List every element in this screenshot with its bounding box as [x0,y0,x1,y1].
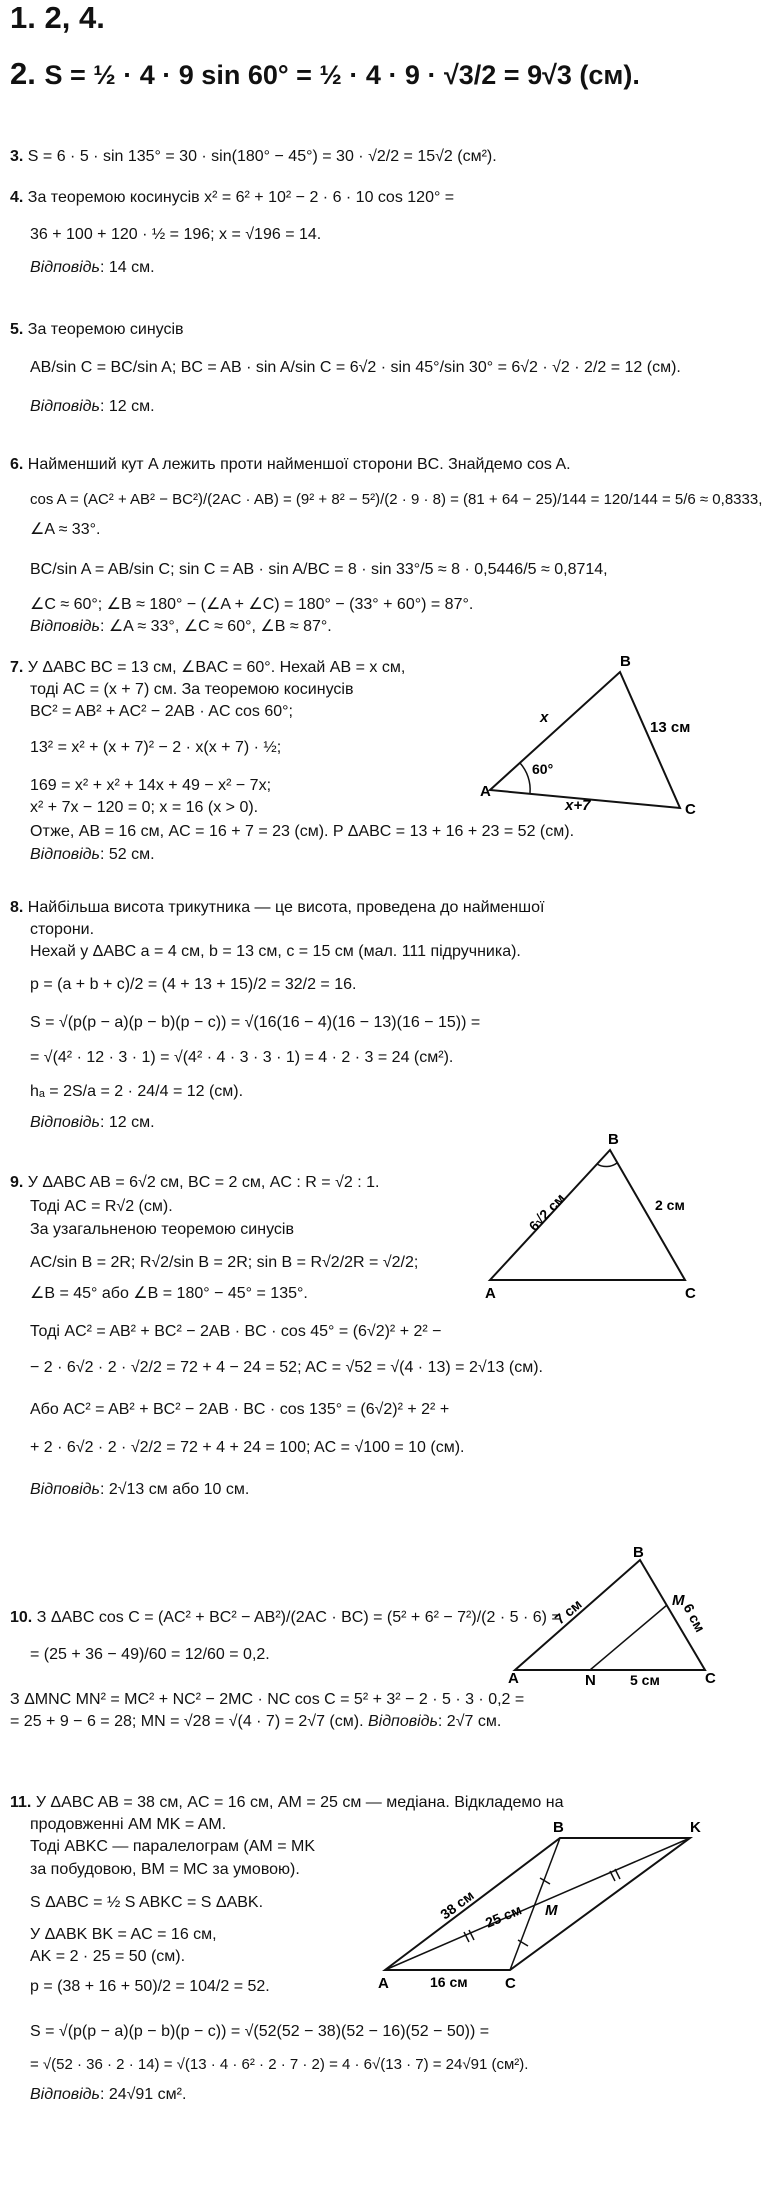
line: Отже, AB = 16 см, AC = 16 + 7 = 23 (см). P ΔABC = 13 + 16 + 23 = 52 (см). [30,823,575,840]
problem-1 [10,0,105,36]
line: продовженні AM MK = AM. [30,1816,227,1833]
line: AC/sin B = 2R; R√2/sin B = 2R; sin B = R√2/2R = √2/2; [30,1254,419,1271]
problem-number: 6. [10,456,24,473]
line: Найменший кут A лежить проти найменшої сторони BC. Знайдемо cos A. [27,456,571,473]
vertex-a: A [378,1975,389,1992]
answer-label: Відповідь [30,846,100,863]
segment-mn [590,1605,667,1670]
answer [30,2085,186,2105]
answer [30,845,155,865]
problem-number: 8. [10,899,24,916]
point-m: M [545,1902,558,1919]
answer-text: : ∠A ≈ 33°, ∠C ≈ 60°, ∠B ≈ 87°. [99,618,332,635]
line: Нехай у ΔABC a = 4 см, b = 13 см, c = 15 см (мал. 111 підручника). [30,943,521,960]
side-ab-label: x [540,709,549,726]
line: S = √(p(p − a)(p − b)(p − c)) = √(16(16 − 4)(16 − 13)(16 − 15)) = [30,1014,481,1031]
line: BC/sin A = AB/sin C; sin C = AB · sin A/BC = 8 · sin 33°/5 ≈ 8 · 0,5446/5 ≈ 0,8714, [30,561,608,578]
tick-mark [610,1871,615,1881]
answer-text: : 14 см. [99,259,155,276]
problem-2 [10,56,640,93]
line: Тоді AC² = AB² + BC² − 2AB · BC · cos 45° = (6√2)² + 2² − [30,1323,442,1340]
line: p = (38 + 16 + 50)/2 = 104/2 = 52. [30,1978,270,1995]
line: Тоді AC = R√2 (см). [30,1198,173,1215]
line: cos A = (AC² + AB² − BC²)/(2AC · AB) = (9² + 8² − 5²)/(2 · 9 · 8) = (81 + 64 − 25)/144 = 120/144 = 5/6 ≈ 0,8333, [30,491,763,508]
problem-number: 5. [10,321,24,338]
answer [30,1113,155,1133]
answer-label: Відповідь [30,398,100,415]
vertex-b: B [633,1545,644,1561]
point-n: N [585,1672,596,1685]
angle-label: 60° [532,761,554,777]
vertex-k: K [690,1820,701,1836]
answer-text: : 2√7 см. [437,1713,502,1730]
problem-number: 1. [10,0,36,35]
triangle-figure-9 [480,1130,720,1300]
vertex-c: C [685,1285,696,1300]
answer-text: : 12 см. [99,398,155,415]
answer [30,258,155,278]
triangle-figure-7 [480,650,720,820]
problem-3 [10,147,497,167]
triangle-figure-10 [505,1545,730,1685]
problem-text: S = 6 · 5 · sin 135° = 30 · sin(180° − 45°) = 30 · √2/2 = 15√2 (см²). [27,148,497,165]
line: = (25 + 36 − 49)/60 = 12/60 = 0,2. [30,1646,270,1663]
line: У ΔABK BK = AC = 16 см, [30,1926,217,1943]
line: 169 = x² + x² + 14x + 49 − x² − 7x; [30,777,272,794]
side-ab-label: 6√2 см [525,1190,569,1235]
side-bc-label: 13 см [650,719,691,736]
line: 13² = x² + (x + 7)² − 2 · x(x + 7) · ½; [30,739,282,756]
line: за побудовою, BM = MC за умовою). [30,1861,300,1878]
triangle-abc [490,672,680,808]
line: = 25 + 9 − 6 = 28; MN = √28 = √(4 · 7) = 2√7 (см). [10,1713,364,1730]
answer-text: : 24√91 см². [99,2086,187,2103]
angle-arc [597,1163,617,1167]
problem-number: 3. [10,148,24,165]
line: У ΔABC AB = 38 см, AC = 16 см, AM = 25 см — медіана. Відкладемо на [35,1794,564,1811]
triangle-abc [490,1150,685,1280]
vertex-c: C [685,801,696,818]
answer-label: Відповідь [367,1713,438,1730]
line: Найбільша висота трикутника — це висота, проведена до найменшої [27,899,545,916]
problem-number: 2. [10,56,36,91]
answer-text: : 12 см. [99,1114,155,1131]
answer-text: : 52 см. [99,846,155,863]
vertex-b: B [608,1131,619,1148]
line: ∠B = 45° або ∠B = 180° − 45° = 135°. [30,1285,308,1302]
side-ac-label: x+7 [565,797,591,814]
line: У ΔABC AB = 6√2 см, BC = 2 см, AC : R = √2 : 1. [27,1174,380,1191]
answer-label: Відповідь [30,1481,100,1498]
point-m: M [672,1592,685,1609]
line: BC² = AB² + AC² − 2AB · AC cos 60°; [30,703,293,720]
line: + 2 · 6√2 · 2 · √2/2 = 72 + 4 + 24 = 100; AC = √100 = 10 (см). [30,1439,465,1456]
line: hₐ = 2S/a = 2 · 24/4 = 12 (см). [30,1083,244,1100]
line: 36 + 100 + 120 · ½ = 196; x = √196 = 14. [30,226,322,243]
problem-number: 9. [10,1174,24,1191]
tick-mark [615,1869,620,1879]
line: За теоремою косинусів x² = 6² + 10² − 2 · 6 · 10 cos 120° = [27,189,455,206]
side-ac-label: 16 см [430,1974,468,1990]
vertex-c: C [505,1975,516,1992]
answer [30,397,155,417]
vertex-c: C [705,1670,716,1685]
side-bc-label: 6 см [680,1600,709,1635]
answer-label: Відповідь [30,2086,100,2103]
line: Або AC² = AB² + BC² − 2AB · BC · cos 135° = (6√2)² + 2² + [30,1401,450,1418]
side-bc-label: 2 см [655,1197,685,1213]
line: AB/sin C = BC/sin A; BC = AB · sin A/sin C = 6√2 · sin 45°/sin 30° = 6√2 · √2 · 2/2 = 12 (см). [30,359,681,376]
answer-label: Відповідь [30,618,100,635]
line: − 2 · 6√2 · 2 · √2/2 = 72 + 4 − 24 = 52; AC = √52 = √(4 · 13) = 2√13 (см). [30,1359,543,1376]
line: AK = 2 · 25 = 50 (см). [30,1948,186,1965]
line: p = (a + b + c)/2 = (4 + 13 + 15)/2 = 32/2 = 16. [30,976,357,993]
line: = √(52 · 36 · 2 · 14) = √(13 · 4 · 6² · 2 · 7 · 2) = 4 · 6√(13 · 7) = 24√91 (см²). [30,2056,529,2073]
line: x² + 7x − 120 = 0; x = 16 (x > 0). [30,799,259,816]
problem-number: 10. [10,1609,33,1626]
line: У ΔABC BC = 13 см, ∠BAC = 60°. Нехай AB = x см, [27,659,406,676]
line: = √(4² · 12 · 3 · 1) = √(4² · 4 · 3 · 3 · 1) = 4 · 2 · 3 = 24 (см²). [30,1049,454,1066]
answer-label: Відповідь [30,259,100,276]
answer [30,1480,249,1500]
problem-number: 4. [10,189,24,206]
line: ∠A ≈ 33°. [30,521,101,538]
angle-arc [520,763,530,793]
parallelogram-figure-11 [370,1820,710,1995]
vertex-b: B [553,1820,564,1836]
line: За теоремою синусів [27,321,184,338]
side-ab-label: 7 см [551,1595,585,1628]
problem-number: 7. [10,659,24,676]
line: тоді AC = (x + 7) см. За теоремою косинусів [30,681,354,698]
vertex-b: B [620,653,631,670]
problem-text: S = ½ · 4 · 9 sin 60° = ½ · 4 · 9 · √3/2 = 9√3 (см). [44,60,640,90]
problem-number: 11. [10,1794,32,1811]
vertex-a: A [508,1670,519,1685]
answer-label: Відповідь [30,1114,100,1131]
line: З ΔABC cos C = (AC² + BC² − AB²)/(2AC · BC) = (5² + 6² − 7²)/(2 · 5 · 6) = [36,1609,561,1626]
vertex-a: A [480,783,491,800]
line: ∠C ≈ 60°; ∠B ≈ 180° − (∠A + ∠C) = 180° − (33° + 60°) = 87°. [30,596,474,613]
side-am-label: 25 см [482,1901,524,1931]
line: S ΔABC = ½ S ABKC = S ΔABK. [30,1894,264,1911]
answer-text: : 2√13 см або 10 см. [99,1481,250,1498]
line: S = √(p(p − a)(p − b)(p − c)) = √(52(52 − 38)(52 − 16)(52 − 50)) = [30,2023,490,2040]
line: сторони. [30,921,95,938]
problem-text: 2, 4. [44,0,105,35]
answer [30,617,332,637]
side-nc-label: 5 см [630,1672,660,1685]
line: За узагальненою теоремою синусів [30,1221,294,1238]
vertex-a: A [485,1285,496,1300]
side-ab-label: 38 см [437,1886,477,1923]
line-with-answer [10,1712,501,1732]
line: З ΔMNC MN² = MC² + NC² − 2MC · NC cos C = 5² + 3² − 2 · 5 · 3 · 0,2 = [10,1691,525,1708]
line: Тоді ABKC — паралелограм (AM = MK [30,1838,315,1855]
